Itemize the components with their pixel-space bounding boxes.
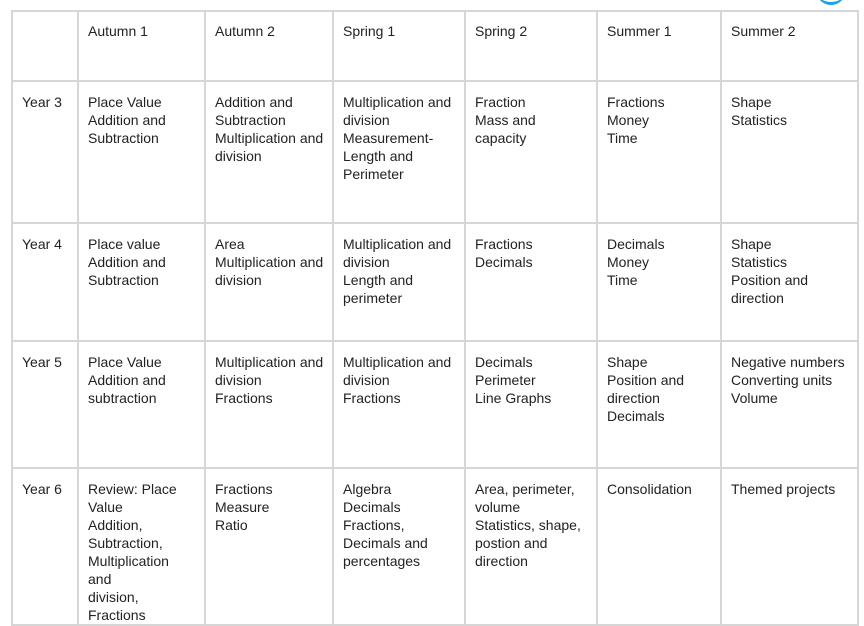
cell-line: Statistics, shape, xyxy=(475,517,581,533)
cell-summer-1 xyxy=(597,468,721,625)
cell-line: Algebra xyxy=(343,481,392,497)
cell-spring-1 xyxy=(333,468,465,625)
cell-line: Converting units xyxy=(731,372,833,388)
header-row xyxy=(12,11,858,81)
cell-line: Decimals xyxy=(343,499,401,515)
cell-line: Perimeter xyxy=(343,166,404,182)
table-row xyxy=(12,341,858,468)
cell-line: division, Fractions xyxy=(88,589,146,623)
corner-decoration xyxy=(816,0,846,5)
cell-line: Fractions xyxy=(215,390,273,406)
cell-summer-2 xyxy=(721,223,858,341)
curriculum-table xyxy=(11,10,859,626)
cell-autumn-2 xyxy=(205,223,333,341)
cell-line: division xyxy=(215,148,262,164)
header-cell-spring-2: Spring 2 xyxy=(465,11,597,81)
cell-autumn-1 xyxy=(78,341,205,468)
cell-line: Time xyxy=(607,130,638,146)
cell-line: Addition, xyxy=(88,517,143,533)
cell-line: Subtraction xyxy=(215,112,286,128)
table-row xyxy=(12,468,858,625)
cell-spring-2 xyxy=(465,81,597,223)
cell-line: direction xyxy=(731,290,784,306)
cell-line: division xyxy=(343,254,390,270)
cell-line: Area xyxy=(215,236,245,252)
cell-line: Line Graphs xyxy=(475,390,552,406)
cell-line: subtraction xyxy=(88,390,157,406)
cell-autumn-1 xyxy=(78,81,205,223)
cell-line: Review: Place xyxy=(88,481,177,497)
cell-line: Addition and xyxy=(215,94,293,110)
cell-line: Statistics xyxy=(731,112,788,128)
cell-summer-2 xyxy=(721,81,858,223)
cell-line: Perimeter xyxy=(475,372,536,388)
cell-spring-2 xyxy=(465,468,597,625)
cell-line: Position and xyxy=(731,272,809,288)
cell-line: Position and xyxy=(607,372,685,388)
header-cell-summer-1: Summer 1 xyxy=(597,11,721,81)
cell-line: Volume xyxy=(731,390,778,406)
cell-line: division xyxy=(215,372,262,388)
cell-line: Area, perimeter, xyxy=(475,481,575,497)
cell-line: Mass and capacity xyxy=(475,112,536,146)
cell-summer-2 xyxy=(721,468,858,625)
header-cell-spring-1: Spring 1 xyxy=(333,11,465,81)
cell-line: Addition and xyxy=(88,372,166,388)
cell-line: Money xyxy=(607,254,650,270)
cell-summer-2 xyxy=(721,341,858,468)
cell-line: Decimals xyxy=(475,354,533,370)
cell-line: Fraction xyxy=(475,94,526,110)
cell-line: division xyxy=(215,272,262,288)
cell-line: Decimals xyxy=(475,254,533,270)
cell-summer-1 xyxy=(597,81,721,223)
cell-line: direction xyxy=(475,553,528,569)
cell-line: Place Value xyxy=(88,94,162,110)
cell-line: direction xyxy=(607,390,660,406)
cell-line: Shape xyxy=(731,94,772,110)
cell-line: percentages xyxy=(343,553,421,569)
year-label: Year 5 xyxy=(12,341,78,468)
cell-line: Value xyxy=(88,499,123,515)
cell-autumn-1 xyxy=(78,223,205,341)
cell-line: Decimals xyxy=(607,236,665,252)
cell-line: Subtraction, xyxy=(88,535,163,551)
cell-line: Money xyxy=(607,112,650,128)
cell-line: Measurement- xyxy=(343,130,434,146)
header-cell-corner xyxy=(12,11,78,81)
cell-summer-1 xyxy=(597,223,721,341)
cell-autumn-1 xyxy=(78,468,205,625)
cell-line: Themed projects xyxy=(731,481,836,497)
year-label: Year 4 xyxy=(12,223,78,341)
cell-line: division xyxy=(343,112,390,128)
cell-line: Multiplication and xyxy=(215,354,324,370)
cell-line: Multiplication and xyxy=(343,354,452,370)
header-cell-autumn-2: Autumn 2 xyxy=(205,11,333,81)
cell-line: Multiplication and xyxy=(343,94,452,110)
table-row xyxy=(12,81,858,223)
cell-spring-1 xyxy=(333,223,465,341)
cell-line: Addition and xyxy=(88,112,166,128)
cell-line: postion and xyxy=(475,535,548,551)
cell-line: Addition and xyxy=(88,254,166,270)
cell-line: Shape xyxy=(607,354,648,370)
cell-line: Place Value xyxy=(88,354,162,370)
cell-line: Place value xyxy=(88,236,161,252)
cell-line: Decimals and xyxy=(343,535,428,551)
year-label: Year 3 xyxy=(12,81,78,223)
cell-line: Shape xyxy=(731,236,772,252)
year-label: Year 6 xyxy=(12,468,78,625)
cell-line: volume xyxy=(475,499,521,515)
cell-line: Consolidation xyxy=(607,481,692,497)
cell-spring-1 xyxy=(333,341,465,468)
cell-line: Fractions xyxy=(607,94,665,110)
cell-line: Length and xyxy=(343,272,414,288)
cell-autumn-2 xyxy=(205,468,333,625)
cell-line: Subtraction xyxy=(88,272,159,288)
cell-line: Length and xyxy=(343,148,414,164)
cell-spring-1 xyxy=(333,81,465,223)
cell-line: Negative numbers xyxy=(731,354,845,370)
cell-line: Measure xyxy=(215,499,270,515)
cell-autumn-2 xyxy=(205,81,333,223)
cell-line: Decimals xyxy=(607,408,665,424)
cell-line: Ratio xyxy=(215,517,248,533)
cell-spring-2 xyxy=(465,223,597,341)
header-cell-autumn-1: Autumn 1 xyxy=(78,11,205,81)
cell-line: division xyxy=(343,372,390,388)
cell-line: Subtraction xyxy=(88,130,159,146)
cell-summer-1 xyxy=(597,341,721,468)
cell-line: Time xyxy=(607,272,638,288)
cell-line: Multiplication and xyxy=(215,254,324,270)
cell-line: perimeter xyxy=(343,290,403,306)
cell-line: Multiplication and xyxy=(343,236,452,252)
cell-line: Multiplication and xyxy=(215,130,324,146)
cell-line: Fractions xyxy=(475,236,533,252)
cell-line: Statistics xyxy=(731,254,788,270)
cell-line: Fractions xyxy=(343,390,401,406)
cell-line: Multiplication and xyxy=(88,553,169,587)
cell-autumn-2 xyxy=(205,341,333,468)
cell-line: Fractions, xyxy=(343,517,405,533)
cell-line: Fractions xyxy=(215,481,273,497)
table-row xyxy=(12,223,858,341)
cell-spring-2 xyxy=(465,341,597,468)
header-cell-summer-2: Summer 2 xyxy=(721,11,858,81)
